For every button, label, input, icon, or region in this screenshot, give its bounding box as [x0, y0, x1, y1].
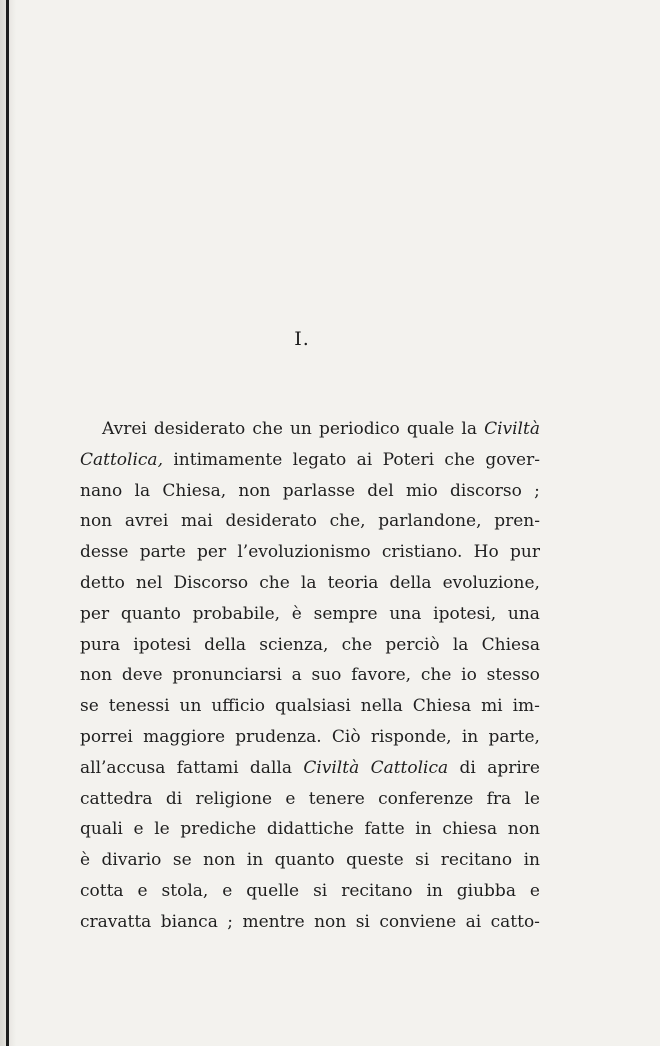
- word: se: [172, 850, 192, 871]
- word: legato: [292, 449, 347, 470]
- body-paragraph: [80, 414, 540, 938]
- text-line: [80, 660, 540, 691]
- word: mi: [481, 696, 503, 717]
- word: Cattolica,: [80, 449, 163, 470]
- word: si: [355, 911, 370, 932]
- word: Cattolica: [370, 757, 449, 778]
- word: non: [203, 850, 236, 871]
- word: se: [80, 696, 99, 717]
- word: prediche: [180, 819, 257, 840]
- word: che: [444, 449, 475, 470]
- word: si: [313, 880, 328, 901]
- word: pronunciarsi: [172, 665, 282, 686]
- chapter-heading: I.: [294, 328, 310, 350]
- word: divario: [101, 850, 162, 871]
- word: la: [452, 634, 469, 655]
- word: conviene: [379, 911, 457, 932]
- word: nella: [360, 696, 403, 717]
- word: probabile,: [192, 603, 281, 624]
- text-line: [80, 506, 540, 537]
- word: e: [133, 819, 144, 840]
- word: detto: [80, 572, 125, 593]
- word: in: [246, 850, 264, 871]
- text-line: [80, 599, 540, 630]
- word: periodico: [318, 419, 400, 439]
- word: un: [179, 696, 202, 717]
- word: desse: [80, 542, 129, 563]
- word: perciò: [385, 634, 440, 655]
- word: non: [314, 911, 347, 932]
- word: di: [165, 788, 183, 809]
- word: pura: [80, 634, 121, 655]
- word: e: [285, 788, 296, 809]
- word: scienza,: [259, 634, 329, 655]
- word: a: [291, 665, 302, 686]
- word: che: [341, 634, 373, 655]
- word: evoluzione,: [442, 572, 540, 593]
- word: Ciò: [331, 726, 361, 747]
- word: Chiesa,: [162, 480, 227, 501]
- text-line: [80, 753, 540, 784]
- word: cattedra: [80, 788, 153, 809]
- word: fatte: [364, 819, 405, 840]
- word: cravatta: [80, 911, 152, 932]
- word: che: [420, 665, 452, 686]
- word: la: [461, 419, 477, 439]
- word: Poteri: [382, 449, 435, 470]
- word: per: [80, 603, 110, 624]
- word: non: [507, 819, 540, 840]
- word: in: [523, 850, 540, 871]
- word: io: [461, 665, 477, 686]
- word: ;: [534, 480, 540, 501]
- word: ipotesi,: [433, 603, 497, 624]
- word: teoria: [327, 572, 379, 593]
- word: all’accusa: [80, 757, 166, 778]
- text-line: [80, 445, 540, 476]
- word: quanto: [120, 603, 181, 624]
- word: bianca: [160, 911, 218, 932]
- word: è: [291, 603, 302, 624]
- word: religione: [195, 788, 273, 809]
- word: nano: [80, 480, 123, 501]
- word: una: [507, 603, 540, 624]
- word: queste: [346, 850, 404, 871]
- word: l’evoluzionismo: [237, 542, 371, 563]
- word: parlasse: [282, 480, 356, 501]
- word: quanto: [274, 850, 335, 871]
- word: quali: [80, 819, 123, 840]
- word: Chiesa: [481, 634, 540, 655]
- word: giubba: [456, 880, 516, 901]
- word: Avrei: [102, 419, 147, 439]
- word: parte,: [488, 726, 540, 747]
- text-line: [80, 845, 540, 876]
- word: ai: [356, 449, 373, 470]
- word: discorso: [450, 480, 522, 501]
- word: una: [389, 603, 422, 624]
- word: cotta: [80, 880, 124, 901]
- word: le: [154, 819, 170, 840]
- word: gover-: [485, 449, 540, 470]
- word: e: [137, 880, 148, 901]
- word: tenere: [308, 788, 365, 809]
- word: ipotesi: [133, 634, 191, 655]
- word: porrei: [80, 726, 133, 747]
- word: fra: [486, 788, 512, 809]
- word: è: [80, 850, 91, 871]
- word: ufficio: [211, 696, 266, 717]
- word: parlandone,: [378, 511, 482, 532]
- word: della: [389, 572, 432, 593]
- word: della: [204, 634, 247, 655]
- word: Civiltà: [303, 757, 360, 778]
- word: non: [80, 511, 113, 532]
- word: che: [252, 419, 283, 439]
- word: Discorso: [173, 572, 249, 593]
- word: pur: [509, 542, 540, 563]
- word: del: [367, 480, 394, 501]
- word: e: [529, 880, 540, 901]
- word: mio: [405, 480, 438, 501]
- text-line: [80, 537, 540, 568]
- word: ;: [227, 911, 234, 932]
- word: stesso: [486, 665, 540, 686]
- word: non: [238, 480, 271, 501]
- word: risponde,: [370, 726, 452, 747]
- word: e: [222, 880, 233, 901]
- word: recitano: [440, 850, 513, 871]
- word: un: [289, 419, 312, 439]
- text-line: [80, 814, 540, 845]
- text-line: [80, 476, 540, 507]
- word: di: [459, 757, 476, 778]
- word: per: [197, 542, 227, 563]
- word: chiesa: [442, 819, 498, 840]
- word: desiderato: [153, 419, 246, 439]
- word: fattami: [176, 757, 239, 778]
- text-line: [80, 722, 540, 753]
- word: mai: [181, 511, 213, 532]
- word: quale: [406, 419, 455, 439]
- word: maggiore: [143, 726, 226, 747]
- word: si: [415, 850, 430, 871]
- text-line: [80, 784, 540, 815]
- word: che,: [329, 511, 366, 532]
- word: deve: [121, 665, 163, 686]
- word: Ho: [473, 542, 499, 563]
- word: sempre: [313, 603, 378, 624]
- word: dalla: [249, 757, 292, 778]
- word: qualsiasi: [274, 696, 351, 717]
- text-line: [80, 568, 540, 599]
- page-binding-edge: [6, 0, 9, 1046]
- text-line: [80, 907, 540, 938]
- word: la: [300, 572, 317, 593]
- word: didattiche: [266, 819, 354, 840]
- word: prudenza.: [235, 726, 322, 747]
- word: in: [426, 880, 443, 901]
- word: im-: [512, 696, 540, 717]
- text-line: [80, 876, 540, 907]
- word: Chiesa: [412, 696, 472, 717]
- word: nel: [135, 572, 163, 593]
- word: aprire: [487, 757, 540, 778]
- word: stola,: [161, 880, 209, 901]
- word: intimamente: [173, 449, 283, 470]
- word: conferenze: [378, 788, 474, 809]
- text-line: [80, 414, 540, 445]
- word: desiderato: [225, 511, 317, 532]
- word: favore,: [351, 665, 412, 686]
- word: tenessi: [108, 696, 170, 717]
- word: pren-: [494, 511, 540, 532]
- word: parte: [139, 542, 186, 563]
- word: la: [134, 480, 151, 501]
- word: quelle: [246, 880, 300, 901]
- word: cristiano.: [381, 542, 463, 563]
- word: in: [461, 726, 479, 747]
- word: ai: [465, 911, 482, 932]
- word: che: [259, 572, 290, 593]
- word: non: [80, 665, 113, 686]
- word: recitano: [341, 880, 413, 901]
- text-line: [80, 630, 540, 661]
- word: avrei: [124, 511, 169, 532]
- word: mentre: [242, 911, 305, 932]
- word: le: [524, 788, 540, 809]
- word: suo: [311, 665, 342, 686]
- word: Civiltà: [484, 419, 540, 439]
- word: catto-: [490, 911, 540, 932]
- word: in: [415, 819, 432, 840]
- text-line: [80, 691, 540, 722]
